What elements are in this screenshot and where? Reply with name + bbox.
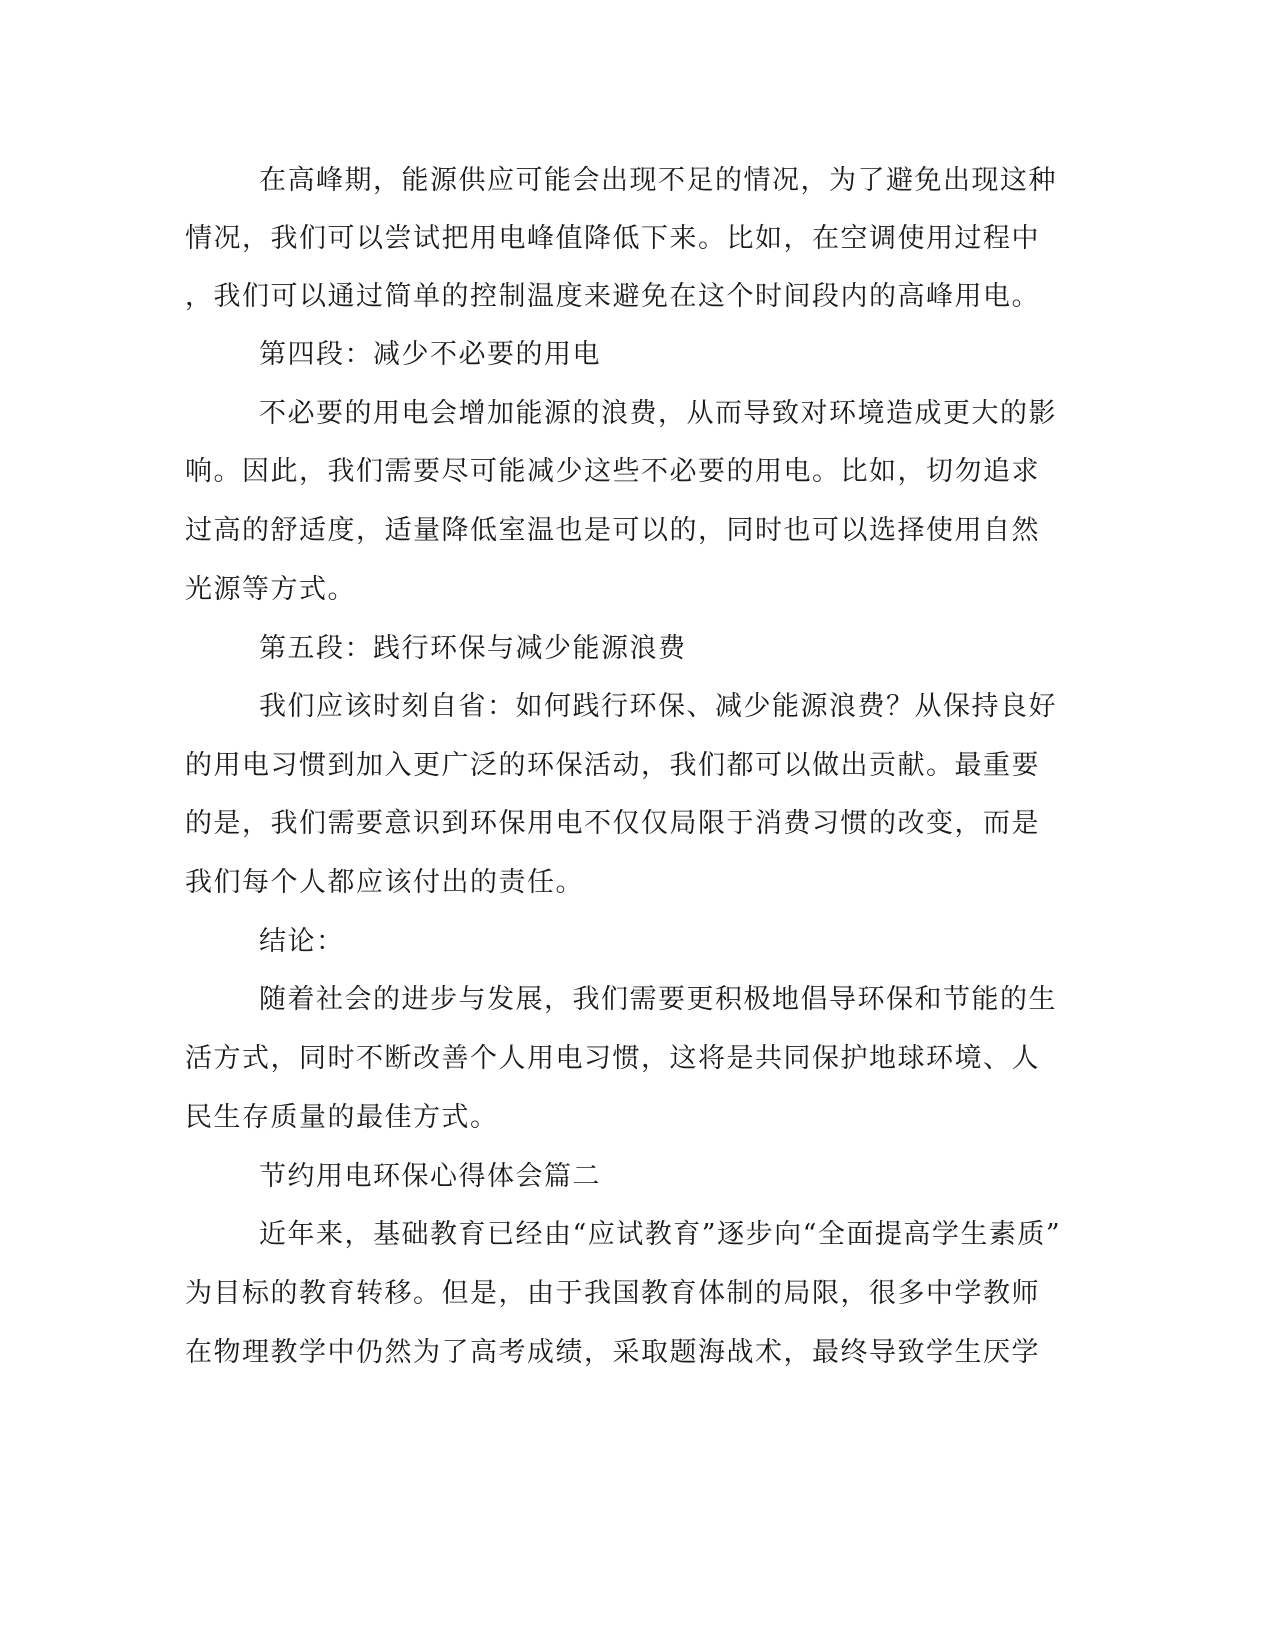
text-line: 在物理教学中仍然为了高考成绩，采取题海战术，最终导致学生厌学: [185, 1337, 1040, 1368]
text-line: 光源等方式。: [185, 574, 356, 605]
text-line: 民生存质量的最佳方式。: [185, 1102, 499, 1133]
section-heading: 节约用电环保心得体会篇二: [259, 1161, 601, 1192]
text-line: 我们每个人都应该付出的责任。: [185, 867, 584, 898]
text-line: 近年来，基础教育已经由“应试教育”逐步向“全面提高学生素质”: [259, 1219, 1062, 1250]
text-line: 情况，我们可以尝试把用电峰值降低下来。比如，在空调使用过程中: [185, 223, 1040, 254]
text-line: 随着社会的进步与发展，我们需要更积极地倡导环保和节能的生: [259, 984, 1057, 1015]
text-line: 过高的舒适度，适量降低室温也是可以的，同时也可以选择使用自然: [185, 515, 1040, 546]
text-line: 响。因此，我们需要尽可能减少这些不必要的用电。比如，切勿追求: [185, 456, 1040, 487]
text-line: 不必要的用电会增加能源的浪费，从而导致对环境造成更大的影: [259, 398, 1057, 429]
section-heading: 结论：: [259, 926, 345, 957]
section-heading: 第四段：减少不必要的用电: [259, 339, 601, 370]
section-heading: 第五段：践行环保与减少能源浪费: [259, 633, 687, 664]
text-line: ，我们可以通过简单的控制温度来避免在这个时间段内的高峰用电。: [185, 281, 1040, 312]
text-line: 活方式，同时不断改善个人用电习惯，这将是共同保护地球环境、人: [185, 1043, 1040, 1074]
text-line: 为目标的教育转移。但是，由于我国教育体制的局限，很多中学教师: [185, 1278, 1040, 1309]
text-line: 的是，我们需要意识到环保用电不仅仅局限于消费习惯的改变，而是: [185, 808, 1040, 839]
text-line: 在高峰期，能源供应可能会出现不足的情况，为了避免出现这种: [259, 165, 1057, 196]
text-line: 的用电习惯到加入更广泛的环保活动，我们都可以做出贡献。最重要: [185, 750, 1040, 781]
text-line: 我们应该时刻自省：如何践行环保、减少能源浪费？从保持良好: [259, 691, 1057, 722]
